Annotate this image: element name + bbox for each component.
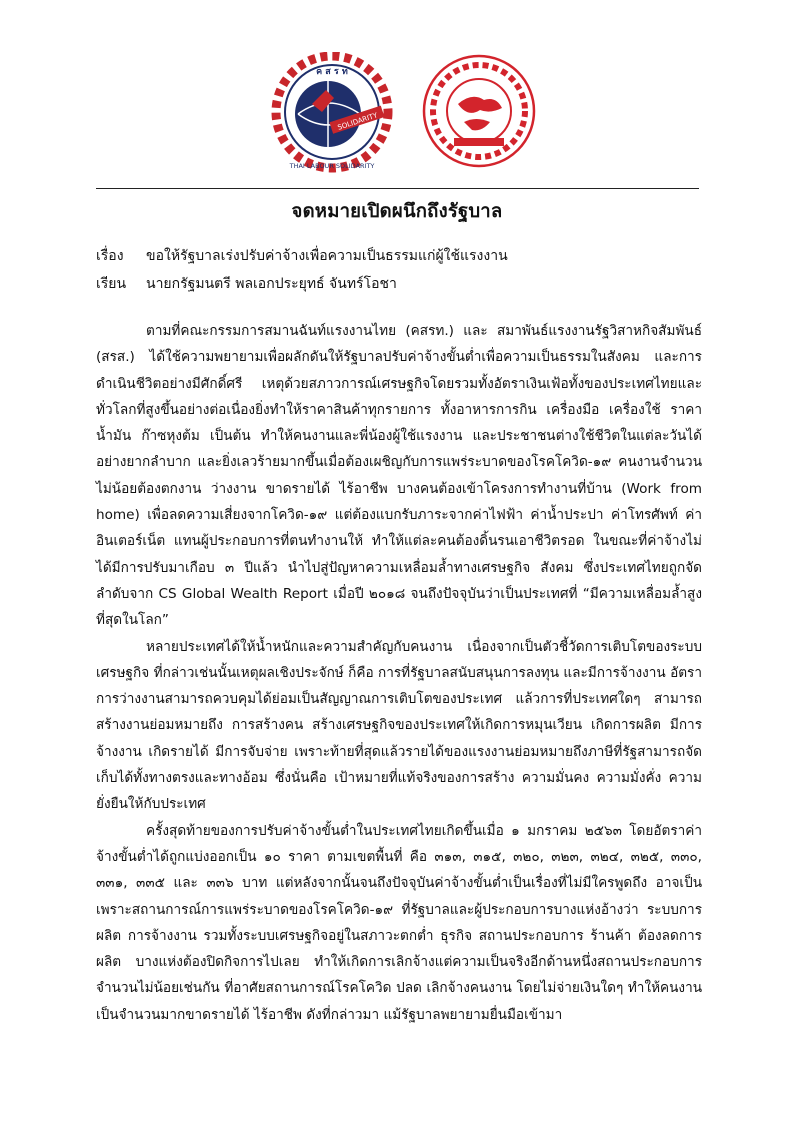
subject-line: [96, 245, 706, 267]
body-paragraph: ครั้งสุดท้ายของการปรับค่าจ้างขั้นต่ำในประเทศไทยเกิดขึ้นเมื่อ ๑ มกราคม ๒๕๖๓ โดยอัตราค่าจ้างขั้นต่ำได้ถูกแบ่งออกเป็น ๑๐ ราคา ตามเขตพื้นที่ คือ ๓๑๓, ๓๑๕, ๓๒๐, ๓๒๓, ๓๒๔, ๓๒๕, ๓๓๐, ๓๓๑, ๓๓๕ และ ๓๓๖ บาท แต่หลังจากนั้นจนถึงปัจจุบันค่าจ้างขั้นต่ำเป็นเรื่องที่ไม่มีใครพูดถึง อาจเป็นเพราะสถานการณ์การแพร่ระบาดของโรคโควิด-๑๙ ที่รัฐบาลและผู้ประกอบการบางแห่งอ้างว่า ระบบการผลิต การจ้างงาน รวมทั้งระบบเศรษฐกิจอยู่ในสภาวะตกต่ำ ธุรกิจ สถานประกอบการ ร้านค้า ต้องลดการผลิต บางแห่งต้องปิดกิจการไปเลย ทำให้เกิดการเลิกจ้างแต่ความเป็นจริงอีกด้านหนึ่งสถานประกอบการจำนวนไม่น้อยเช่นกัน ที่อาศัยสถานการณ์โรคโควิด ปลด เลิกจ้างคนงาน โดยไม่จ่ายเงินใดๆ ทำให้คนงานเป็นจำนวนมากขาดรายได้ ไร้อาชีพ ดังที่กล่าวมา แม้รัฐบาลพยายามยื่นมือเข้ามา: [96, 822, 702, 1023]
letterhead-logos: [0, 52, 794, 177]
tlsc-logo-icon: [268, 52, 396, 174]
recipient-line: [96, 273, 706, 295]
subject-label: เรื่อง: [96, 248, 124, 264]
body-paragraph: หลายประเทศได้ให้น้ำหนักและความสำคัญกับคนงาน เนื่องจากเป็นตัวชี้วัดการเติบโตของระบบเศรษฐกิจ ที่กล่าวเช่นนั้นเหตุผลเชิงประจักษ์ ก็คือ การที่รัฐบาลสนับสนุนการลงทุน และมีการจ้างงาน อัตราการว่างงานสามารถควบคุมได้ย่อมเป็นสัญญาณการเติบโตของประเทศ แล้วการที่ประเทศใดๆ สามารถสร้างงานย่อมหมายถึง การสร้างคน สร้างเศรษฐกิจของประเทศให้เกิดการหมุนเวียน เกิดการผลิต มีการจ้างงาน เกิดรายได้ มีการจับจ่าย เพราะท้ายที่สุดแล้วรายได้ของแรงงานย่อมหมายถึงภาษีที่รัฐสามารถจัดเก็บได้ทั้งทางตรงและทางอ้อม ซึ่งนั่นคือ เป้าหมายที่แท้จริงของการสร้าง ความมั่นคง ความมั่งคั่ง ความยั่งยืนให้กับประเทศ: [96, 638, 702, 813]
state-enterprise-logo-icon: [420, 52, 538, 170]
svg-text:THAI LABOUR SOLIDARITY: THAI LABOUR SOLIDARITY: [289, 162, 375, 170]
document-title: จดหมายเปิดผนึกถึงรัฐบาล: [291, 201, 503, 222]
svg-text:SOLIDARITY: SOLIDARITY: [336, 111, 379, 132]
body-paragraph: ตามที่คณะกรรมการสมานฉันท์แรงงานไทย (คสรท.) และ สมาพันธ์แรงงานรัฐวิสาหกิจสัมพันธ์ (สรส.) ได้ใช้ความพยายามเพื่อผลักดันให้รัฐบาลปรับค่าจ้างขั้นต่ำเพื่อความเป็นธรรมในสังคม และการดำเนินชีวิตอย่างมีศักดิ์ศรี เหตุด้วยสภาวการณ์เศรษฐกิจโดยรวมทั้งอัตราเงินเฟ้อทั้งของประเทศไทยและทั่วโลกที่สูงขึ้นอย่างต่อเนื่องยิ่งทำให้ราคาสินค้าทุกรายการ ทั้งอาหารการกิน เครื่องมือ เครื่องใช้ ราคาน้ำมัน ก๊าซหุงต้ม เป็นต้น ทำให้คนงานและพี่น้องผู้ใช้แรงงาน และประชาชนต่างใช้ชีวิตในแต่ละวันได้อย่างยากลำบาก และยิ่งเลวร้ายมากขึ้นเมื่อต้องเผชิญกับการแพร่ระบาดของโรคโควิด-๑๙ คนงานจำนวนไม่น้อยต้องตกงาน ว่างงาน ขาดรายได้ ไร้อาชีพ บางคนต้องเข้าโครงการทำงานที่บ้าน (Work from home) เพื่อลดความเสี่ยงจากโควิด-๑๙ แต่ต้องแบกรับภาระจากค่าไฟฟ้า ค่าน้ำประปา ค่าโทรศัพท์ ค่าอินเตอร์เน็ต แทนผู้ประกอบการที่ตนทำงานให้ ทำให้แต่ละคนต้องดิ้นรนเอาชีวิตรอด ในขณะที่ค่าจ้างไม่ได้มีการปรับมาเกือบ ๓ ปีแล้ว นำไปสู่ปัญหาความเหลื่อมล้ำทางเศรษฐกิจ สังคม ซึ่งประเทศไทยถูกจัดลำดับจาก CS Global Wealth Report เมื่อปี ๒๐๑๘ จนถึงปัจจุบันว่าเป็นประเทศที่ “มีความเหลื่อมล้ำสูงที่สุดในโลก”: [96, 323, 702, 629]
recipient-label: เรียน: [96, 276, 127, 292]
recipient-text: นายกรัฐมนตรี พลเอกประยุทธ์ จันทร์โอชา: [146, 276, 397, 292]
svg-text:ค ส ร ท: ค ส ร ท: [316, 67, 348, 77]
subject-text: ขอให้รัฐบาลเร่งปรับค่าจ้างเพื่อความเป็นธรรมแก่ผู้ใช้แรงงาน: [146, 248, 508, 264]
header-divider: [96, 188, 699, 189]
letter-body: [96, 318, 702, 1028]
